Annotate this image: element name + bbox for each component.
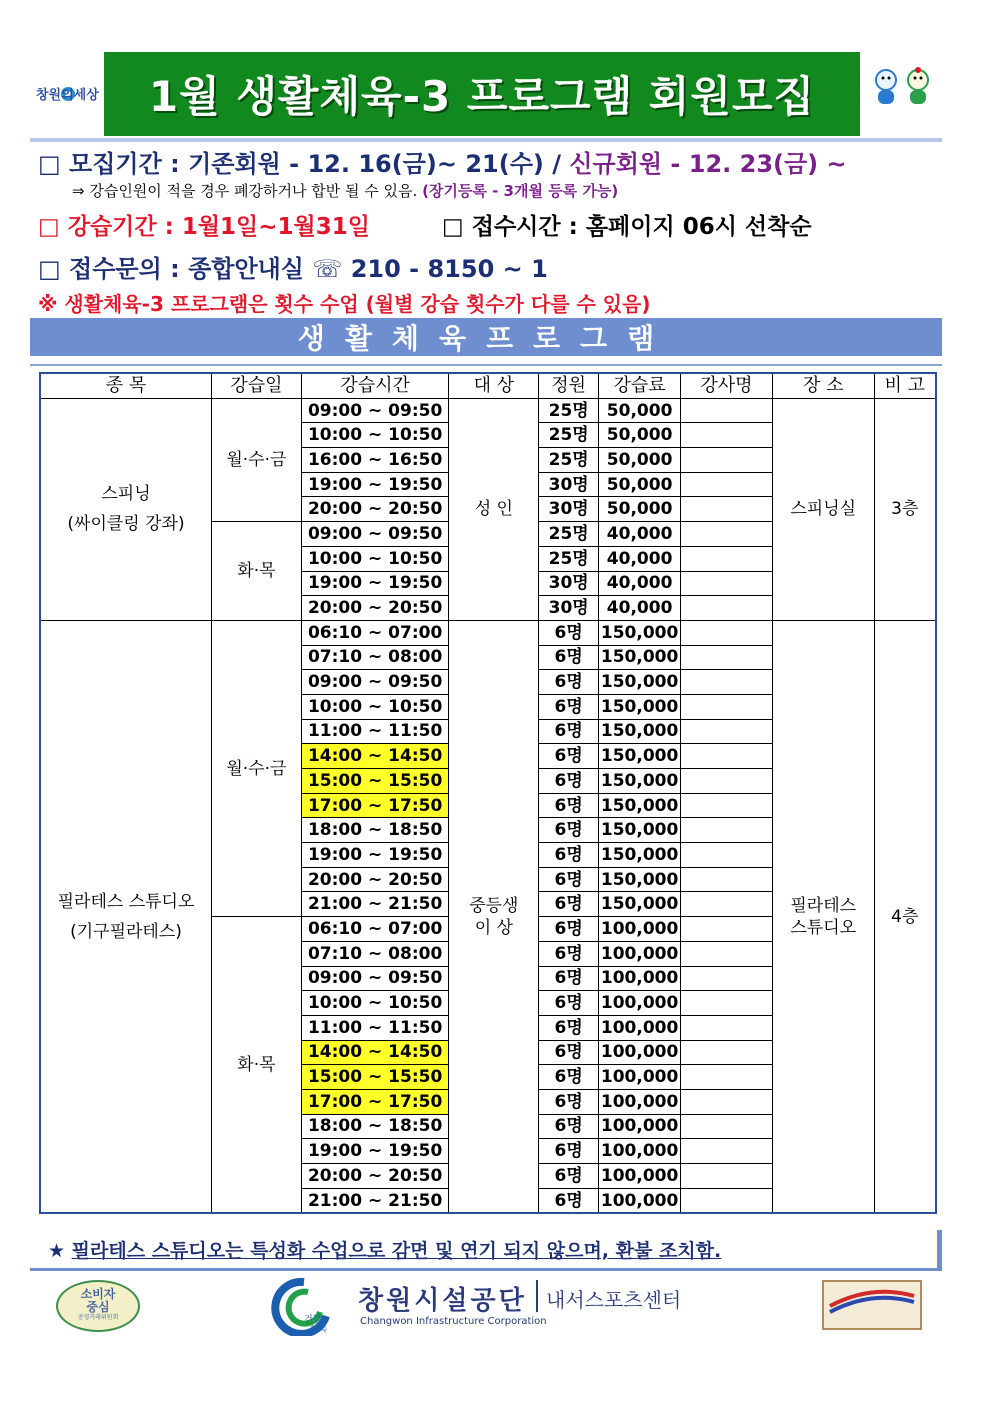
column-header: 대 상 <box>449 373 539 398</box>
fee-cell: 40,000 <box>599 522 681 547</box>
mascot-image <box>868 66 938 110</box>
capacity-cell: 6명 <box>539 1188 599 1213</box>
program-subname: (싸이클링 강좌) <box>67 514 185 535</box>
consumer-badge-line1: 소비자 <box>80 1287 116 1301</box>
capacity-cell: 6명 <box>539 867 599 892</box>
place-text-2: 스튜디오 <box>790 917 857 938</box>
lesson-time-cell: 20:00 ~ 20:50 <box>301 596 449 621</box>
inquiry-phone: □ 접수문의 : 종합안내실 ☏ 210 - 8150 ~ 1 <box>38 255 548 283</box>
capacity-cell: 6명 <box>539 1139 599 1164</box>
recruit-note-cancel: ⇒ 강습인원이 적을 경우 폐강하거나 합반 될 수 있음. <box>72 182 423 200</box>
lesson-time-cell: 21:00 ~ 21:50 <box>301 1188 449 1213</box>
lesson-time-cell: 11:00 ~ 11:50 <box>301 1015 449 1040</box>
fee-cell: 100,000 <box>599 1164 681 1189</box>
fee-cell: 150,000 <box>599 670 681 695</box>
target-text: 중등생 <box>469 895 519 916</box>
capacity-cell: 6명 <box>539 793 599 818</box>
capacity-cell: 6명 <box>539 991 599 1016</box>
column-header: 비 고 <box>874 373 936 398</box>
schedule-table <box>39 372 937 1214</box>
fee-cell: 40,000 <box>599 546 681 571</box>
capacity-cell: 6명 <box>539 1015 599 1040</box>
table-row <box>40 398 936 423</box>
fee-cell: 150,000 <box>599 769 681 794</box>
instructor-cell <box>681 620 773 645</box>
capacity-cell: 6명 <box>539 818 599 843</box>
capacity-cell: 6명 <box>539 941 599 966</box>
lesson-time-cell: 17:00 ~ 17:50 <box>301 1089 449 1114</box>
lesson-time-cell: 20:00 ~ 20:50 <box>301 867 449 892</box>
lesson-time-cell: 18:00 ~ 18:50 <box>301 1114 449 1139</box>
capacity-cell: 25명 <box>539 546 599 571</box>
lesson-time-cell: 11:00 ~ 11:50 <box>301 719 449 744</box>
fee-cell: 100,000 <box>599 966 681 991</box>
count-note: ※ 생활체육-3 프로그램은 횟수 수업 (월별 강습 횟수가 다를 수 있음) <box>38 292 651 316</box>
program-name-cell <box>40 398 212 620</box>
capacity-cell: 6명 <box>539 917 599 942</box>
target-text: 성 인 <box>474 499 513 520</box>
certification-mark <box>822 1280 922 1330</box>
fee-cell: 50,000 <box>599 472 681 497</box>
column-header: 강습료 <box>599 373 681 398</box>
place-cell <box>772 620 874 1213</box>
instructor-cell <box>681 991 773 1016</box>
lesson-period: □ 강습기간 : 1월1일~1월31일 <box>38 214 370 240</box>
table-header-row <box>40 373 936 398</box>
place-cell <box>772 398 874 620</box>
capacity-cell: 30명 <box>539 571 599 596</box>
capacity-cell: 6명 <box>539 670 599 695</box>
capacity-cell: 6명 <box>539 719 599 744</box>
lesson-time-cell: 09:00 ~ 09:50 <box>301 398 449 423</box>
refund-notice <box>48 1236 721 1263</box>
instructor-cell <box>681 645 773 670</box>
instructor-cell <box>681 867 773 892</box>
capacity-cell: 6명 <box>539 1040 599 1065</box>
recruit-period-new: 신규회원 - 12. 23(금) ~ <box>569 150 847 178</box>
instructor-cell <box>681 1040 773 1065</box>
header-divider <box>30 138 942 142</box>
instructor-cell <box>681 522 773 547</box>
instructor-cell <box>681 1065 773 1090</box>
instructor-cell <box>681 398 773 423</box>
note-cell: 4층 <box>874 620 936 1213</box>
fee-cell: 100,000 <box>599 917 681 942</box>
column-header: 종 목 <box>40 373 212 398</box>
capacity-cell: 6명 <box>539 744 599 769</box>
lesson-time-cell: 19:00 ~ 19:50 <box>301 472 449 497</box>
fee-cell: 100,000 <box>599 1040 681 1065</box>
fee-cell: 150,000 <box>599 694 681 719</box>
note-cell: 3층 <box>874 398 936 620</box>
instructor-cell <box>681 596 773 621</box>
lesson-time-cell: 15:00 ~ 15:50 <box>301 769 449 794</box>
lesson-time-cell: 10:00 ~ 10:50 <box>301 694 449 719</box>
lesson-days-cell: 월·수·금 <box>212 620 302 916</box>
program-banner: 생활체육프로그램 <box>30 318 942 356</box>
instructor-cell <box>681 448 773 473</box>
capacity-cell: 6명 <box>539 1065 599 1090</box>
footer-divider <box>30 1268 942 1271</box>
lesson-time-cell: 16:00 ~ 16:50 <box>301 448 449 473</box>
instructor-cell <box>681 818 773 843</box>
fee-cell: 100,000 <box>599 1015 681 1040</box>
capacity-cell: 6명 <box>539 892 599 917</box>
fee-cell: 150,000 <box>599 843 681 868</box>
fee-cell: 50,000 <box>599 497 681 522</box>
title-banner <box>104 52 860 136</box>
lesson-time-cell: 06:10 ~ 07:00 <box>301 620 449 645</box>
table-top-divider <box>30 364 942 366</box>
lesson-time-cell: 10:00 ~ 10:50 <box>301 991 449 1016</box>
lesson-days-cell: 화·목 <box>212 917 302 1214</box>
lesson-time-cell: 07:10 ~ 08:00 <box>301 941 449 966</box>
lesson-time-cell: 21:00 ~ 21:50 <box>301 892 449 917</box>
fee-cell: 150,000 <box>599 744 681 769</box>
program-name-cell <box>40 620 212 1213</box>
fee-cell: 40,000 <box>599 571 681 596</box>
org-name: 창원시설공단 <box>358 1286 527 1316</box>
fee-cell: 150,000 <box>599 620 681 645</box>
changwon-logo-text: 창원의세상 <box>36 88 99 103</box>
recruit-note <box>72 180 618 201</box>
org-english-name: Changwon Infrastructure Corporation <box>360 1316 547 1327</box>
fee-cell: 150,000 <box>599 892 681 917</box>
column-header: 강사명 <box>681 373 773 398</box>
fee-cell: 100,000 <box>599 1188 681 1213</box>
capacity-cell: 30명 <box>539 472 599 497</box>
fee-cell: 50,000 <box>599 448 681 473</box>
lesson-time-cell: 10:00 ~ 10:50 <box>301 423 449 448</box>
capacity-cell: 30명 <box>539 497 599 522</box>
consumer-badge-line2: 중심 <box>86 1300 110 1314</box>
consumer-badge-sub: 공정거래위원회 <box>77 1314 119 1321</box>
lesson-time-cell: 07:10 ~ 08:00 <box>301 645 449 670</box>
lesson-time-cell: 14:00 ~ 14:50 <box>301 744 449 769</box>
lesson-time-cell: 09:00 ~ 09:50 <box>301 966 449 991</box>
lesson-days-cell: 월·수·금 <box>212 398 302 521</box>
capacity-cell: 6명 <box>539 1114 599 1139</box>
changwon-logo <box>36 76 100 112</box>
program-name: 필라테스 스튜디오 <box>57 891 195 912</box>
lesson-time-cell: 18:00 ~ 18:50 <box>301 818 449 843</box>
capacity-cell: 6명 <box>539 694 599 719</box>
capacity-cell: 25명 <box>539 522 599 547</box>
instructor-cell <box>681 917 773 942</box>
lesson-time-cell: 20:00 ~ 20:50 <box>301 1164 449 1189</box>
page-title: 1월 생활체육-3 프로그램 회원모집 <box>148 72 816 121</box>
fee-cell: 50,000 <box>599 398 681 423</box>
column-header: 강습일 <box>212 373 302 398</box>
fee-cell: 100,000 <box>599 941 681 966</box>
instructor-cell <box>681 843 773 868</box>
fee-cell: 50,000 <box>599 423 681 448</box>
consumer-centered-badge <box>56 1280 140 1332</box>
fee-cell: 150,000 <box>599 719 681 744</box>
instructor-cell <box>681 1139 773 1164</box>
reception-time: □ 접수시간 : 홈페이지 06시 선착순 <box>442 214 812 240</box>
instructor-cell <box>681 670 773 695</box>
lesson-time-cell: 17:00 ~ 17:50 <box>301 793 449 818</box>
fee-cell: 150,000 <box>599 867 681 892</box>
recruit-period <box>38 144 847 179</box>
place-text: 스피닝실 <box>790 499 857 520</box>
capacity-cell: 6명 <box>539 1164 599 1189</box>
instructor-cell <box>681 892 773 917</box>
instructor-cell <box>681 966 773 991</box>
fee-cell: 150,000 <box>599 645 681 670</box>
lesson-time-cell: 15:00 ~ 15:50 <box>301 1065 449 1090</box>
instructor-cell <box>681 546 773 571</box>
capacity-cell: 6명 <box>539 769 599 794</box>
capacity-cell: 30명 <box>539 596 599 621</box>
instructor-cell <box>681 472 773 497</box>
place-text: 필라테스 <box>790 895 857 916</box>
target-cell <box>449 620 539 1213</box>
org-divider <box>536 1280 538 1312</box>
column-header: 정원 <box>539 373 599 398</box>
capacity-cell: 6명 <box>539 843 599 868</box>
table-row <box>40 620 936 645</box>
schedule-body <box>40 398 936 1213</box>
lesson-time-cell: 19:00 ~ 19:50 <box>301 843 449 868</box>
capacity-cell: 6명 <box>539 966 599 991</box>
instructor-cell <box>681 719 773 744</box>
instructor-cell <box>681 941 773 966</box>
lesson-time-cell: 19:00 ~ 19:50 <box>301 571 449 596</box>
instructor-cell <box>681 1015 773 1040</box>
center-name: 내서스포츠센터 <box>546 1288 682 1312</box>
instructor-cell <box>681 1188 773 1213</box>
instructor-cell <box>681 769 773 794</box>
lesson-time-cell: 19:00 ~ 19:50 <box>301 1139 449 1164</box>
lesson-time-cell: 10:00 ~ 10:50 <box>301 546 449 571</box>
instructor-cell <box>681 744 773 769</box>
lesson-days-cell: 화·목 <box>212 522 302 621</box>
column-header: 장 소 <box>772 373 874 398</box>
fee-cell: 40,000 <box>599 596 681 621</box>
lesson-time-cell: 20:00 ~ 20:50 <box>301 497 449 522</box>
capacity-cell: 25명 <box>539 398 599 423</box>
org-logo <box>264 1276 704 1336</box>
instructor-cell <box>681 423 773 448</box>
instructor-cell <box>681 497 773 522</box>
instructor-cell <box>681 694 773 719</box>
instructor-cell <box>681 1164 773 1189</box>
capacity-cell: 6명 <box>539 620 599 645</box>
star-icon: ★ <box>48 1240 66 1262</box>
org-slogan-2: 행복 <box>310 1325 328 1335</box>
lesson-time-cell: 14:00 ~ 14:50 <box>301 1040 449 1065</box>
program-name: 스피닝 <box>101 484 151 505</box>
fee-cell: 150,000 <box>599 793 681 818</box>
capacity-cell: 6명 <box>539 645 599 670</box>
instructor-cell <box>681 571 773 596</box>
lesson-time-cell: 09:00 ~ 09:50 <box>301 670 449 695</box>
capacity-cell: 25명 <box>539 423 599 448</box>
instructor-cell <box>681 793 773 818</box>
lesson-time-cell: 06:10 ~ 07:00 <box>301 917 449 942</box>
instructor-cell <box>681 1089 773 1114</box>
fee-cell: 100,000 <box>599 1089 681 1114</box>
column-header: 강습시간 <box>301 373 449 398</box>
fee-cell: 100,000 <box>599 1114 681 1139</box>
capacity-cell: 6명 <box>539 1089 599 1114</box>
instructor-cell <box>681 1114 773 1139</box>
program-subname: (기구필라테스) <box>70 921 182 942</box>
fee-cell: 150,000 <box>599 818 681 843</box>
notice-side-bar <box>937 1230 942 1270</box>
target-text-2: 이 상 <box>474 917 513 938</box>
refund-notice-text: 필라테스 스튜디오는 특성화 수업으로 감면 및 연기 되지 않으며, 환불 조치함. <box>71 1240 722 1262</box>
fee-cell: 100,000 <box>599 1065 681 1090</box>
org-slogan-1: 건강 <box>304 1315 322 1325</box>
lesson-time-cell: 09:00 ~ 09:50 <box>301 522 449 547</box>
recruit-period-existing: □ 모집기간 : 기존회원 - 12. 16(금)~ 21(수) / <box>38 150 570 178</box>
recruit-note-long-term: (장기등록 - 3개월 등록 가능) <box>422 182 619 200</box>
fee-cell: 100,000 <box>599 1139 681 1164</box>
fee-cell: 100,000 <box>599 991 681 1016</box>
capacity-cell: 25명 <box>539 448 599 473</box>
target-cell <box>449 398 539 620</box>
